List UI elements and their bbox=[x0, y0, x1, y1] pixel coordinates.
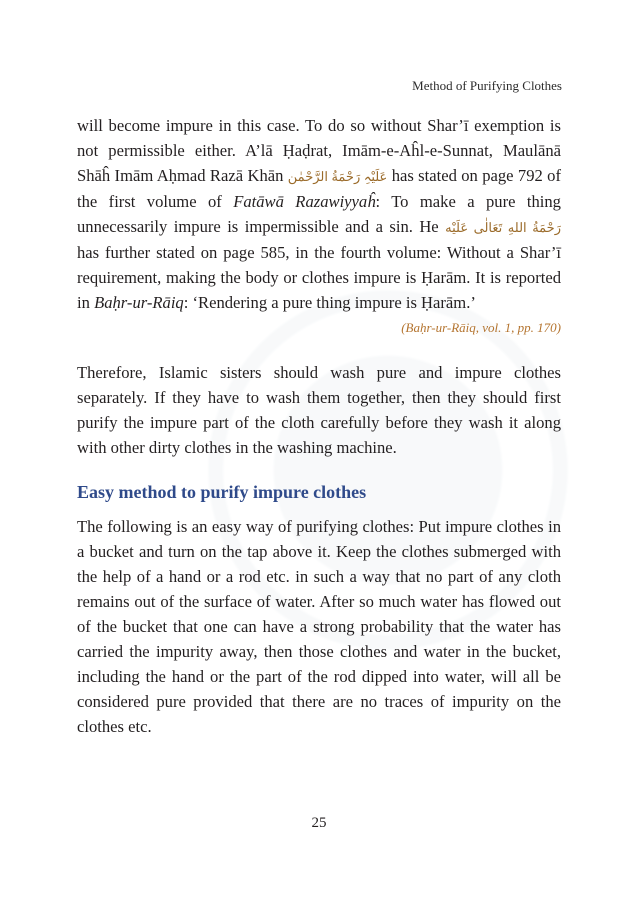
reference-citation: (Baḥr-ur-Rāiq, vol. 1, pp. 170) bbox=[401, 320, 561, 335]
page-number: 25 bbox=[311, 815, 327, 831]
para1-text-1: will become impure in this case. To do so without Shar’ī exemption is not permissible either. A’lā Ḥaḍrat, Imām-e-Aĥl-e-Sunnat, Maulānā Shāĥ Imām Aḥmad Razā Khān bbox=[77, 116, 561, 185]
arabic-honorific-2: رَحْمَةُ اللهِ تَعَالٰی عَلَیْه bbox=[445, 220, 561, 235]
book-title-bahr: Baḥr-ur-Rāiq bbox=[94, 293, 184, 312]
paragraph-2: Therefore, Islamic sisters should wash pure and impure clothes separately. If they have to wash them together, then they should first purify the impure part of the cloth carefully before they wash it along with other dirty clothes in the washing machine. bbox=[77, 363, 561, 457]
section-heading: Easy method to purify impure clothes bbox=[77, 482, 367, 502]
running-header: Method of Purifying Clothes bbox=[412, 78, 562, 93]
paragraph-1 bbox=[77, 113, 561, 315]
page-body bbox=[77, 113, 561, 739]
para1-text-5: : ‘Rendering a pure thing impure is Ḥarām.’ bbox=[183, 293, 476, 312]
paragraph-3: The following is an easy way of purifying clothes: Put impure clothes in a bucket and turn on the tap above it. Keep the clothes submerged with the help of a hand or a rod etc. in such a way that no part of any cloth remains out of the surface of water. After so much water has flowed out of the bucket that one can have a strong probability that the water has carried the impurity away, then those clothes and water in the bucket, including the hand or the part of the rod dipped into water, will all be considered pure provided that there are no traces of impurity on the clothes etc. bbox=[77, 517, 561, 736]
book-title-fatawa: Fatāwā Razawiyyaĥ bbox=[233, 192, 376, 211]
arabic-honorific-1: عَلَیْہِ رَحْمَةُ الرَّحْمٰن bbox=[287, 169, 388, 184]
para1-text-2: has stated on page 792 of the first volume of bbox=[77, 166, 561, 211]
para1-text-3: : To make a pure thing unnecessarily impure is impermissible and a sin. He bbox=[77, 192, 561, 236]
para1-text-4: has further stated on page 585, in the fourth volume: Without a Shar’ī requirement, making the body or clothes impure is Ḥarām. It is reported in bbox=[77, 243, 561, 312]
